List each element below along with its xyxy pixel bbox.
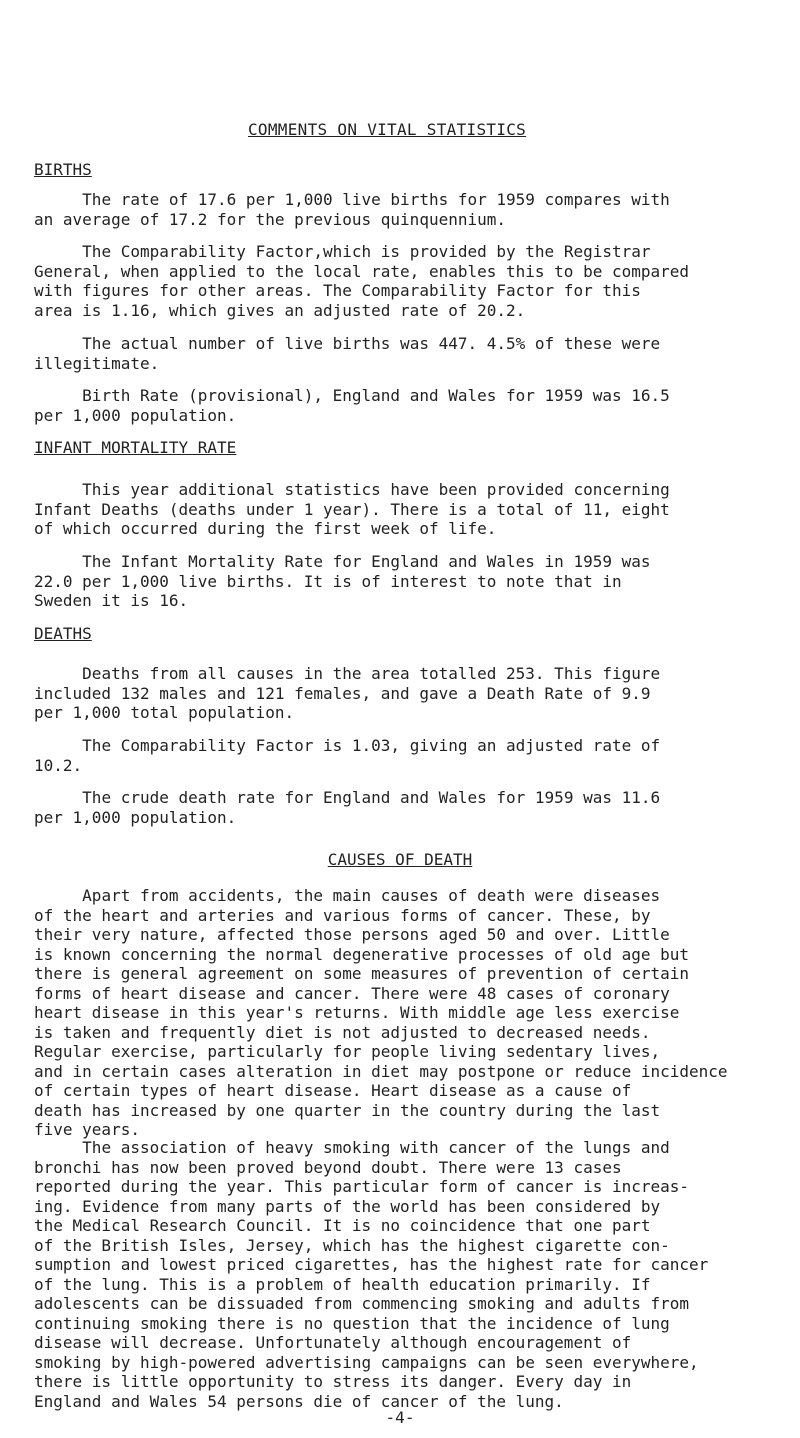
causes-of-death-heading: CAUSES OF DEATH [327, 850, 473, 869]
deaths-heading: DEATHS [34, 624, 92, 643]
causes-paragraph-2: The association of heavy smoking with cancer of the lungs and bronchi has now been proved beyond doubt. There were 13 cases reported during the year. This particular form of cancer is increas- ing. Evidence from many parts of the world has been considered by the Medical Research Council. It is no coincidence that one part of the British Isles, Jersey, which has the highest cigarette con- sumption and lowest priced cigarettes, has the highest rate for cancer of the lung. This is a problem of health education primarily. If adolescents can be dissuaded from commencing smoking and adults from continuing smoking there is no question that the incidence of lung disease will decrease. Unfortunately although encouragement of smoking by high-powered advertising campaigns can be seen everywhere, there is little opportunity to stress its danger. Every day in England and Wales 54 persons die of cancer of the lung. [34, 1138, 709, 1411]
page-number: -4- [385, 1408, 415, 1427]
births-paragraph-1: The rate of 17.6 per 1,000 live births for 1959 compares with an average of 17.2 for the previous quinquennium. [34, 190, 670, 229]
births-heading: BIRTHS [34, 160, 92, 179]
infant-paragraph-2: The Infant Mortality Rate for England and Wales in 1959 was 22.0 per 1,000 live births. It is of interest to note that in Sweden it is 16. [34, 552, 651, 610]
page-title: COMMENTS ON VITAL STATISTICS [248, 120, 527, 139]
births-paragraph-3: The actual number of live births was 447. 4.5% of these were illegitimate. [34, 334, 661, 373]
causes-paragraph-1: Apart from accidents, the main causes of death were diseases of the heart and arteries and various forms of cancer. These, by their very nature, affected those persons aged 50 and over. Little is known concerning the normal degenerative processes of old age but there is general agreement on some measures of prevention of certain forms of heart disease and cancer. There were 48 cases of coronary heart disease in this year's returns. With middle age less exercise is taken and frequently diet is not adjusted to decreased needs. Regular exercise, particularly for people living sedentary lives, and in certain cases alteration in diet may postpone or reduce incidence of certain types of heart disease. Heart disease as a cause of death has increased by one quarter in the country during the last five years. [34, 886, 728, 1139]
deaths-paragraph-3: The crude death rate for England and Wales for 1959 was 11.6 per 1,000 population. [34, 788, 661, 827]
births-paragraph-4: Birth Rate (provisional), England and Wales for 1959 was 16.5 per 1,000 population. [34, 386, 670, 425]
infant-mortality-heading: INFANT MORTALITY RATE [34, 438, 237, 457]
deaths-paragraph-2: The Comparability Factor is 1.03, giving an adjusted rate of 10.2. [34, 736, 661, 775]
births-paragraph-2: The Comparability Factor,which is provided by the Registrar General, when applied to the local rate, enables this to be compared with figures for other areas. The Comparability Factor for this area is 1.16, which gives an adjusted rate of 20.2. [34, 242, 690, 320]
deaths-paragraph-1: Deaths from all causes in the area totalled 253. This figure included 132 males and 121 females, and gave a Death Rate of 9.9 per 1,000 total population. [34, 664, 661, 722]
infant-paragraph-1: This year additional statistics have been provided concerning Infant Deaths (deaths under 1 year). There is a total of 11, eight of which occurred during the first week of life. [34, 480, 670, 538]
